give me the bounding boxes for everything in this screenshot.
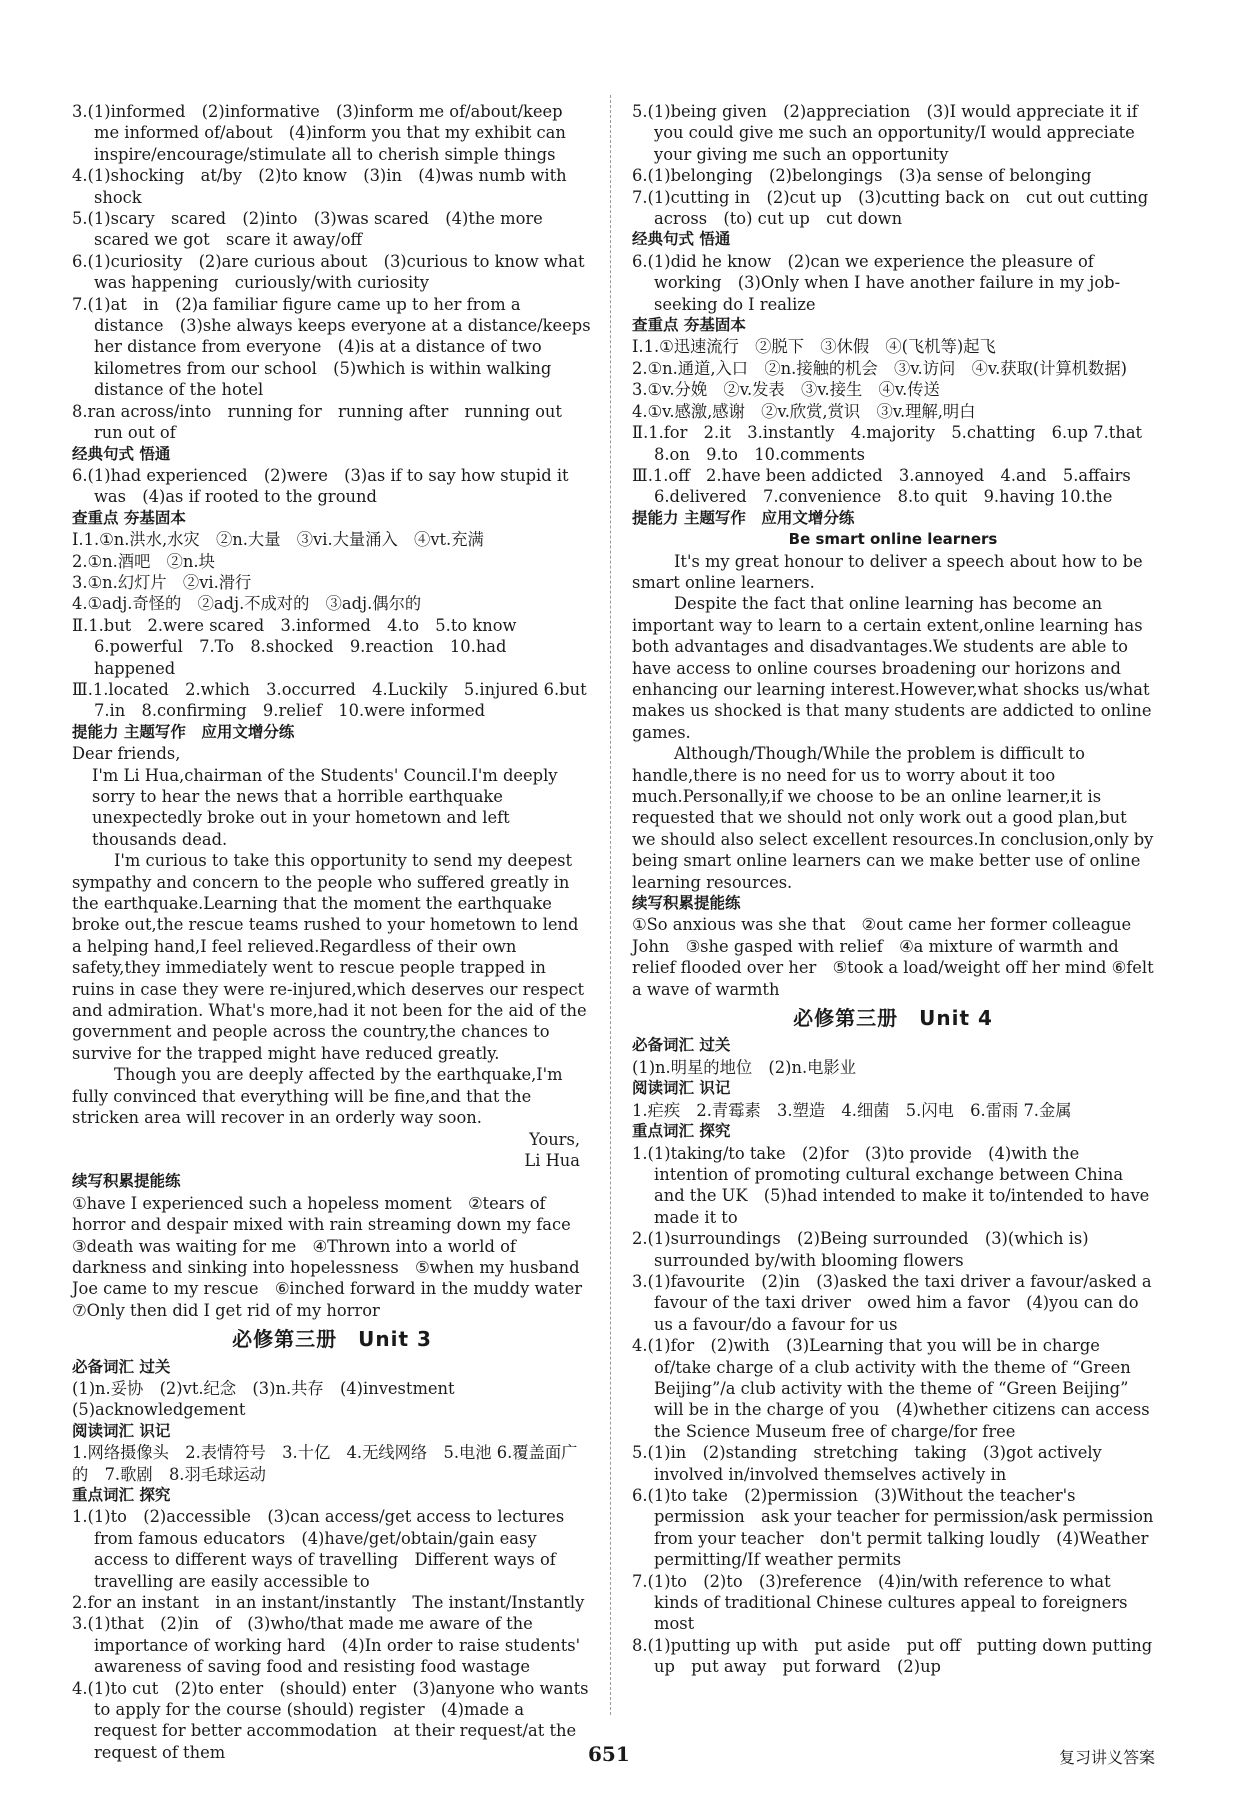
section-heading: 重点词汇 探究 bbox=[632, 1122, 731, 1141]
answer-line: 7.(1)cutting in (2)cut up (3)cutting back on cut out cutting across (to) cut up cut down bbox=[632, 187, 1149, 229]
answer-line: Ⅲ.1.located 2.which 3.occurred 4.Luckily 5.injured 6.but 7.in 8.confirming 9.relief 10.were informed bbox=[72, 679, 603, 721]
answer-line: Ⅰ.1.①n.洪水,水灾 ②n.大量 ③vi.大量涌入 ④vt.充满 bbox=[72, 530, 484, 550]
section-heading: 提能力 主题写作 应用文增分练 bbox=[632, 508, 855, 527]
answer-line: 2.(1)surroundings (2)Being surrounded (3)(which is) surrounded by/with blooming flowers bbox=[632, 1229, 1089, 1270]
section-heading: 阅读词汇 识记 bbox=[72, 1421, 171, 1440]
section-heading: 续写积累提能练 bbox=[72, 1172, 181, 1191]
answer-line: 8.ran across/into running for running after running out run out of bbox=[72, 401, 579, 443]
answer-line: 5.(1)in (2)standing stretching taking (3)got actively involved in/involved themselves actively in bbox=[632, 1443, 1102, 1484]
answer-line: 4.(1)shocking at/by (2)to know (3)in (4)was numb with shock bbox=[72, 166, 567, 207]
left-column bbox=[72, 101, 603, 1763]
section-heading: 续写积累提能练 bbox=[632, 894, 741, 913]
answer-line: 6.(1)curiosity (2)are curious about (3)curious to know what was happening curiously/with curiosity bbox=[72, 251, 585, 293]
answer-line: 1.(1)to (2)accessible (3)can access/get access to lectures from famous educators (4)have/get/obtain/gain easy access to different ways of travelling Different ways of travelling are easily accessible to bbox=[72, 1507, 565, 1591]
answer-line: 5.(1)being given (2)appreciation (3)I would appreciate it if you could give me such an opportunity/I would appreciate your giving me such an opportunity bbox=[632, 102, 1138, 164]
answer-line: 5.(1)scary scared (2)into (3)was scared (4)the more scared we got scare it away/off bbox=[72, 209, 543, 250]
section-heading: 提能力 主题写作 应用文增分练 bbox=[72, 722, 295, 741]
answer-line: 2.for an instant in an instant/instantly The instant/Instantly bbox=[72, 1593, 585, 1613]
section-heading: 必备词汇 过关 bbox=[632, 1036, 731, 1055]
answer-line: Ⅱ.1.for 2.it 3.instantly 4.majority 5.chatting 6.up 7.that 8.on 9.to 10.comments bbox=[632, 423, 1159, 464]
answer-line: 1.疟疾 2.青霉素 3.塑造 4.细菌 5.闪电 6.雷雨 7.金属 bbox=[632, 1100, 1072, 1120]
answer-line: Dear friends, bbox=[72, 744, 181, 764]
answer-line: 6.(1)had experienced (2)were (3)as if to say how stupid it was (4)as if rooted to the ground bbox=[72, 465, 569, 507]
unit-title: 必修第三册 Unit 4 bbox=[793, 1006, 993, 1031]
answer-line: 4.(1)to cut (2)to enter (should) enter (3)anyone who wants to apply for the course (should) register (4)made a request for better accommodation at their request/at the request of them bbox=[72, 1678, 589, 1762]
answer-line: 1.(1)taking/to take (2)for (3)to provide (4)with the intention of promoting cultural exchange between China and the UK (5)had intended to make it to/intended to have made it to bbox=[632, 1143, 1150, 1227]
answer-line: Ⅱ.1.but 2.were scared 3.informed 4.to 5.to know 6.powerful 7.To 8.shocked 9.reaction 10.had happened bbox=[72, 615, 517, 678]
section-heading: 经典句式 悟通 bbox=[72, 444, 171, 463]
answer-line: 7.(1)at in (2)a familiar figure came up to her from a distance (3)she always keeps everyone at a distance/keeps her distance from everyone (4)is at a distance of two kilometres from our school (5)which is within walking distance of the hotel bbox=[72, 294, 591, 400]
answer-line: 2.①n.酒吧 ②n.块 bbox=[72, 551, 215, 571]
answer-line: ①So anxious was she that ②out came her former colleague John ③she gasped with relief ④a mixture of warmth and relief flooded over her ⑤took a load/weight off her mind ⑥felt a wave of warmth bbox=[632, 915, 1154, 999]
answer-line: 3.(1)informed (2)informative (3)inform me of/about/keep me informed of/about (4)inform you that my exhibit can inspire/encourage/stimulate all to cherish simple things bbox=[72, 102, 566, 164]
section-heading: 阅读词汇 识记 bbox=[632, 1079, 731, 1098]
section-heading: 必备词汇 过关 bbox=[72, 1357, 171, 1376]
answer-line: Yours, bbox=[529, 1129, 580, 1149]
answer-line: 4.(1)for (2)with (3)Learning that you will be in charge of/take charge of a club activity with the theme of “Green Beijing”/a club activity with the theme of “Green Beijing” will be in the charge of you (4)whether citizens can access the Science Museum free of charge/for free bbox=[632, 1336, 1150, 1441]
answer-line: Li Hua bbox=[524, 1150, 580, 1170]
section-heading: 重点词汇 探究 bbox=[72, 1486, 171, 1504]
answer-line: 3.(1)that (2)in of (3)who/that made me aware of the importance of working hard (4)In order to raise students' awareness of saving food and resisting food wastage bbox=[72, 1614, 581, 1677]
answer-line: I'm curious to take this opportunity to send my deepest sympathy and concern to the people who suffered greatly in the earthquake.Learning that the moment the earthquake broke out,the rescue teams rushed to your hometown to lend a helping hand,I feel relieved.Regardless of their own safety,they immediately went to rescue people trapped in ruins in case they were re-injured,which deserves our respect and admiration. What's more,had it not been for the aid of the government and people across the country,the chances to survive for the trapped might have reduced greatly. bbox=[72, 851, 587, 1063]
right-column bbox=[632, 101, 1159, 1678]
answer-line: 1.网络摄像头 2.表情符号 3.十亿 4.无线网络 5.电池 6.覆盖面广的 7.歌剧 8.羽毛球运动 bbox=[72, 1443, 578, 1484]
answer-line: Ⅲ.1.off 2.have been addicted 3.annoyed 4.and 5.affairs 6.delivered 7.convenience 8.to quit 9.having 10.the bbox=[632, 465, 1148, 507]
section-heading: 经典句式 悟通 bbox=[632, 230, 731, 249]
unit-title: 必修第三册 Unit 3 bbox=[232, 1327, 432, 1352]
answer-line: 6.(1)belonging (2)belongings (3)a sense of belonging bbox=[632, 166, 1092, 186]
footer-label: 复习讲义答案 bbox=[1058, 1748, 1155, 1767]
answer-line: It's my great honour to deliver a speech about how to be smart online learners. bbox=[632, 551, 1143, 592]
essay-title: Be smart online learners bbox=[788, 530, 998, 549]
answer-line: I'm Li Hua,chairman of the Students' Council.I'm deeply sorry to hear the news that a horrible earthquake unexpectedly broke out in your hometown and left thousands dead. bbox=[92, 765, 558, 849]
section-heading: 查重点 夯基固本 bbox=[72, 508, 186, 527]
answer-line: (1)n.妥协 (2)vt.纪念 (3)n.共存 (4)investment (5)acknowledgement bbox=[72, 1378, 455, 1420]
answer-line: 6.(1)to take (2)permission (3)Without the teacher's permission ask your teacher for permission/ask permission from your teacher don't permit talking loudly (4)Weather permitting/If weather permits bbox=[632, 1486, 1154, 1570]
answer-line: 3.①v.分娩 ②v.发表 ③v.接生 ④v.传送 bbox=[632, 380, 940, 400]
answer-line: Despite the fact that online learning has become an important way to learn to a certain extent,online learning has both advantages and disadvantages.We students are able to have access to online courses broadening our horizons and enhancing our learning interest.However,what shocks us/what makes us shocked is that many students are addicted to online games. bbox=[632, 594, 1152, 742]
answer-line: (1)n.明星的地位 (2)n.电影业 bbox=[632, 1057, 856, 1077]
section-heading: 查重点 夯基固本 bbox=[632, 316, 746, 335]
answer-line: 3.(1)favourite (2)in (3)asked the taxi driver a favour/asked a favour of the taxi driver owed him a favor (4)you can do us a favour/do a favour for us bbox=[632, 1271, 1152, 1334]
answer-line: 8.(1)putting up with put aside put off putting down putting up put away put forward (2)up bbox=[632, 1635, 1153, 1677]
answer-line: 6.(1)did he know (2)can we experience the pleasure of working (3)Only when I have another failure in my job-seeking do I realize bbox=[632, 251, 1121, 314]
answer-line: 4.①v.感激,感谢 ②v.欣赏,赏识 ③v.理解,明白 bbox=[632, 401, 976, 421]
column-divider bbox=[610, 95, 611, 1715]
answer-line: Ⅰ.1.①迅速流行 ②脱下 ③休假 ④(飞机等)起飞 bbox=[632, 337, 996, 357]
answer-line: 7.(1)to (2)to (3)reference (4)in/with reference to what kinds of traditional Chinese cultures appeal to foreigners most bbox=[632, 1571, 1128, 1634]
answer-line: 4.①adj.奇怪的 ②adj.不成对的 ③adj.偶尔的 bbox=[72, 594, 422, 614]
answer-line: ①have I experienced such a hopeless moment ②tears of horror and despair mixed with rain streaming down my face ③death was waiting for me ④Thrown into a world of darkness and sinking into hopelessness ⑤when my husband Joe came to my rescue ⑥inched forward in the muddy water ⑦Only then did I get rid of my horror bbox=[72, 1193, 583, 1320]
answer-line: Though you are deeply affected by the earthquake,I'm fully convinced that everything will be fine,and that the stricken area will recover in an orderly way soon. bbox=[72, 1065, 563, 1128]
answer-line: 2.①n.通道,入口 ②n.接触的机会 ③v.访问 ④v.获取(计算机数据) bbox=[632, 358, 1127, 378]
answer-line: Although/Though/While the problem is difficult to handle,there is no need for us to worry about it too much.Personally,if we choose to be an online learner,it is requested that we should not only work out a good plan,but we should also select excellent resources.In conclusion,only by being smart online learners can we make better use of online learning resources. bbox=[632, 744, 1154, 892]
answer-line: 3.①n.幻灯片 ②vi.滑行 bbox=[72, 572, 252, 592]
page-number: 651 bbox=[588, 1742, 630, 1766]
